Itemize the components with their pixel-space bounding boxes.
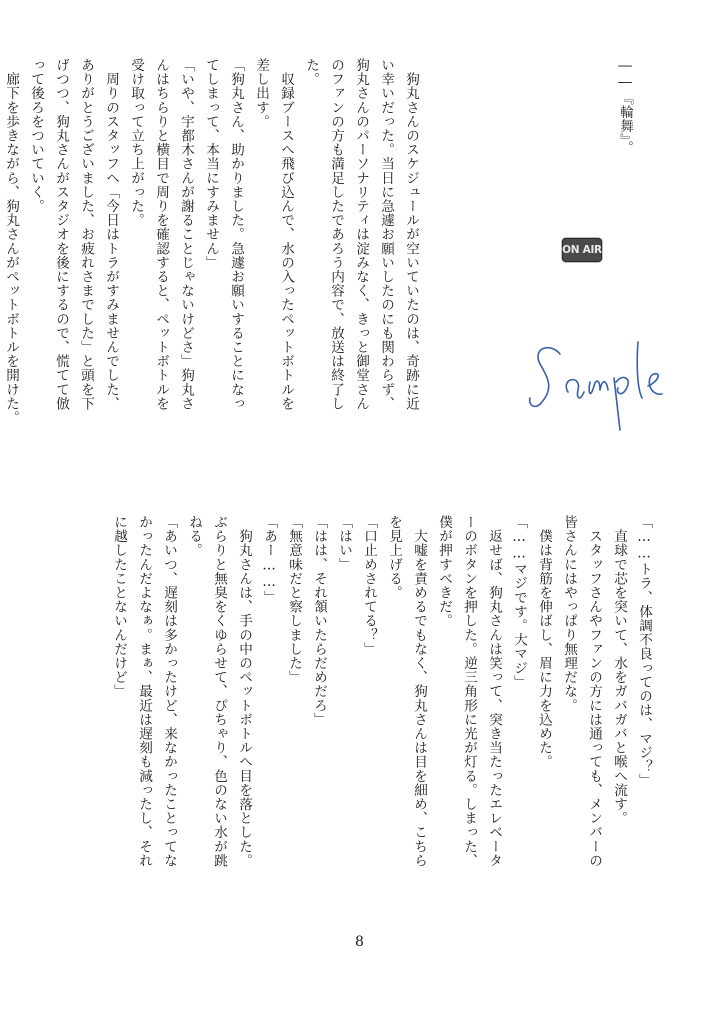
- text-line: 「あー……」: [261, 515, 277, 605]
- text-line: に越したことないんだけど」: [111, 515, 127, 699]
- lower-text-column: [96, 515, 656, 935]
- text-line: スタッフさんやファンの方には通っても、メンバーの: [586, 515, 602, 868]
- text-line: 「口止めされてる？」: [361, 515, 377, 656]
- text-line: 僕が押すべきだ。: [436, 515, 452, 628]
- text-line: 返せば、狗丸さんは笑って、突き当たったエレベータ: [486, 515, 502, 868]
- text-line: 僕は背筋を伸ばし、眉に力を込めた。: [536, 515, 552, 769]
- text-line: 「はい」: [336, 515, 352, 572]
- text-line: 狗丸さんは、手の中のペットボトルへ目を落とした。: [236, 515, 252, 868]
- text-line: 「いや、宇都木さんが謝ることじゃないけどさ」狗丸さ: [178, 58, 194, 411]
- text-line: い幸いだった。当日に急遽お願いしたのにも関わらず、: [378, 58, 394, 411]
- text-line: 「……トラ、体調不良ってのは、マジ？」: [636, 515, 652, 788]
- text-line: って後ろをついていく。: [28, 58, 44, 214]
- text-line: ありがとうございました、お疲れさまでした」と頭を下: [78, 58, 94, 411]
- text-line: ぶらりと無臭をくゆらせて、ぴちゃり、色のない水が跳: [211, 515, 227, 868]
- text-line: 直球で芯を突いて、水をガバガバと喉へ流す。: [611, 515, 627, 826]
- text-line: 皆さんにはやっぱり無理だな。: [561, 515, 577, 713]
- text-line: 廊下を歩きながら、狗丸さんがペットボトルを開けた。: [3, 58, 19, 425]
- text-line: 「はは、それ頷いたらだめだろ」: [311, 515, 327, 727]
- on-air-badge-label: ON AIR: [562, 244, 602, 256]
- text-line: 収録ブースへ飛び込んで、水の入ったペットボトルを: [278, 58, 294, 411]
- text-line: 差し出す。: [253, 58, 269, 129]
- text-line: 「無意味だと察しました」: [286, 515, 302, 685]
- text-line: んはちらりと横目で周りを確認すると、ペットボトルを: [153, 58, 169, 411]
- text-line: 「狗丸さん、助かりました。急遽お願いすることになっ: [228, 58, 244, 411]
- text-line: かったんだよなぁ。まぁ、最近は遅刻も減ったし、それ: [136, 515, 152, 868]
- chapter-heading: ――『輪舞』。: [617, 58, 633, 155]
- on-air-badge-icon: [562, 238, 602, 262]
- text-line: 受け取って立ち上がった。: [128, 58, 144, 228]
- text-line: 狗丸さんのパーソナリティは淀みなく、きっと御堂さん: [353, 58, 369, 411]
- sample-watermark-icon: [520, 320, 690, 440]
- text-line: のファンの方も満足したであろう内容で、放送は終了し: [328, 58, 344, 411]
- text-line: 大嘘を責めるでもなく、狗丸さんは目を細め、こちら: [411, 515, 427, 868]
- text-line: を見上げる。: [386, 515, 402, 600]
- text-line: 「……マジです。大マジ」: [511, 515, 527, 689]
- text-line: げつつ、狗丸さんがスタジオを後にするので、慌てて倣: [53, 58, 69, 411]
- upper-text-column: [3, 58, 423, 468]
- text-line: 狗丸さんのスケジュールが空いていたのは、奇跡に近: [403, 58, 419, 411]
- page-number: 8: [355, 934, 364, 950]
- text-line: てしまって、本当にすみません」: [203, 58, 219, 270]
- text-line: ーのボタンを押した。逆三角形に光が灯る。しまった、: [461, 515, 477, 868]
- text-line: 「あいつ、遅刻は多かったけど、来なかったことってな: [161, 515, 177, 868]
- text-line: 周りのスタッフへ「今日はトラがすみませんでした、: [103, 58, 119, 411]
- text-line: ねる。: [186, 515, 202, 558]
- text-line: た。: [303, 58, 319, 87]
